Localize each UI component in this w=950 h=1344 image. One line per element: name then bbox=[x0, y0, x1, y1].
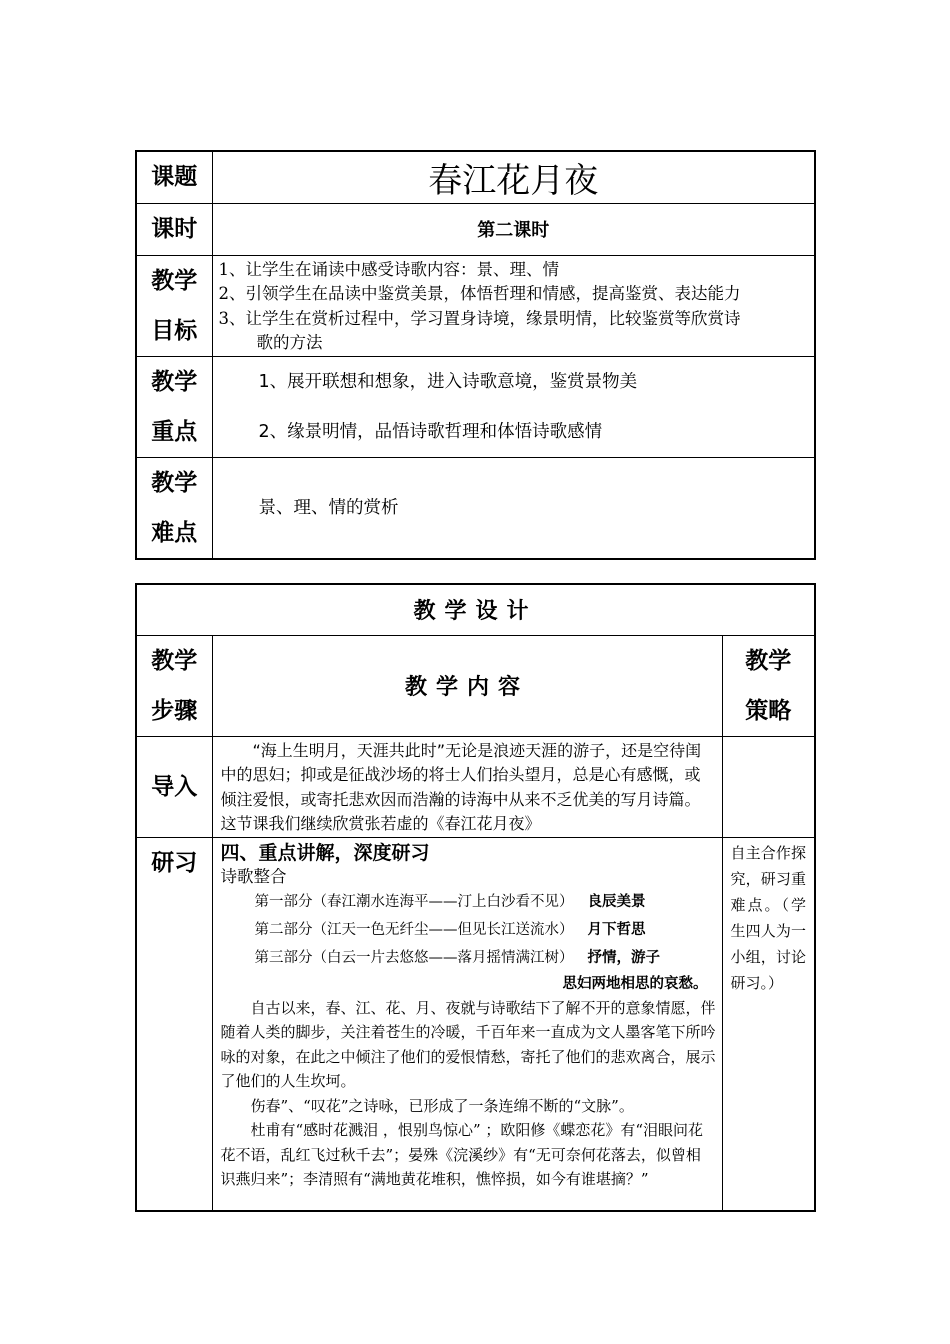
strategy-header-line2: 策略 bbox=[745, 697, 792, 724]
study-heading: 四、重点讲解，深度研习 bbox=[220, 841, 430, 864]
steps-header-line1: 教学 bbox=[151, 647, 198, 674]
steps-header-line2: 步骤 bbox=[151, 697, 198, 724]
goals-text bbox=[212, 255, 815, 356]
lesson-period: 第二课时 bbox=[212, 203, 815, 255]
keypoints-label-line2: 重点 bbox=[151, 418, 198, 445]
poem-part-3 bbox=[221, 944, 716, 972]
intro-step-label: 导入 bbox=[136, 736, 212, 837]
goal-item: 2、引领学生在品读中鉴赏美景，体悟哲理和情感，提高鉴赏、表达能力 bbox=[218, 284, 741, 303]
lesson-info-table bbox=[135, 150, 816, 560]
goal-item: 1、让学生在诵读中感受诗歌内容：景、理、情 bbox=[218, 259, 559, 279]
steps-column-header bbox=[136, 635, 212, 736]
teaching-design-table bbox=[135, 583, 816, 1212]
part-theme: 月下哲思 bbox=[587, 920, 646, 938]
study-paragraph: 伤春”、“叹花”之诗咏，已形成了一条连绵不断的“文脉”。 bbox=[250, 1096, 634, 1115]
part-theme: 良辰美景 bbox=[587, 892, 646, 910]
poem-part-1 bbox=[221, 888, 716, 916]
intro-strategy bbox=[722, 736, 815, 837]
strategy-column-header bbox=[722, 635, 815, 736]
intro-content bbox=[212, 736, 722, 837]
keypoints-label-line1: 教学 bbox=[151, 368, 198, 395]
goal-item: 3、让学生在赏析过程中，学习置身诗境，缘景明情，比较鉴赏等欣赏诗 bbox=[218, 308, 741, 328]
keypoints-label bbox=[136, 356, 212, 457]
part-theme: 抒情，游子 bbox=[587, 948, 660, 966]
part-range: 第一部分（春江潮水连海平——汀上白沙看不见） bbox=[254, 893, 574, 910]
period-label: 课时 bbox=[136, 203, 212, 255]
strategy-header-line1: 教学 bbox=[745, 647, 792, 674]
difficulty-text: 景、理、情的赏析 bbox=[212, 457, 815, 559]
goal-item-continued: 歌的方法 bbox=[256, 333, 323, 352]
difficulty-label-line1: 教学 bbox=[151, 469, 198, 496]
part-range: 第三部分（白云一片去悠悠——落月摇情满江树） bbox=[254, 949, 574, 966]
part-range: 第二部分（江天一色无纤尘——但见长江送流水） bbox=[254, 921, 574, 938]
difficulty-label-line2: 难点 bbox=[151, 519, 198, 546]
study-paragraph: 杜甫有“感时花溅泪 ，恨别鸟惊心” ；欧阳修《蝶恋花》有“泪眼问花花不语，乱红飞过秋千去”；晏殊《浣溪纱》有“无可奈何花落去，似曾相识燕归来”；李清照有“满地黄花堆积，憔悴损，如今有谁堪摘？” bbox=[220, 1121, 704, 1188]
difficulty-label bbox=[136, 457, 212, 559]
study-strategy: 自主合作探究，研习重难点。（学生四人为一小组，讨论研习。） bbox=[722, 837, 815, 1211]
keypoint-item: 1、展开联想和想象，进入诗歌意境，鉴赏景物美 bbox=[258, 371, 638, 392]
goals-label-line2: 目标 bbox=[151, 317, 198, 344]
study-paragraph: 自古以来，春、江、花、月、夜就与诗歌结下了解不开的意象情愿，伴随着人类的脚步，关注着苍生的冷暖，千百年来一直成为文人墨客笔下所吟咏的对象，在此之中倾注了他们的爱恨情愁，寄托了他们的悲欢离合，展示了他们的人生坎坷。 bbox=[220, 998, 716, 1090]
study-step-label: 研习 bbox=[136, 837, 212, 1211]
study-content bbox=[212, 837, 722, 1211]
topic-label: 课题 bbox=[136, 151, 212, 203]
keypoints-text bbox=[212, 356, 815, 457]
goals-label-line1: 教学 bbox=[151, 267, 198, 294]
content-column-header: 教学内容 bbox=[212, 635, 722, 736]
goals-label bbox=[136, 255, 212, 356]
poem-part-2 bbox=[221, 916, 716, 944]
study-subheading: 诗歌整合 bbox=[220, 866, 287, 886]
intro-paragraph: “海上生明月，天涯共此时”无论是浪迹天涯的游子，还是空待闺中的思妇；抑或是征战沙场的将士人们抬头望月，总是心有感慨，或倾注爱恨，或寄托悲欢因而浩瀚的诗海中从来不乏优美的写月诗篇。这节课我们继续欣赏张若虚的《春江花月夜》 bbox=[220, 740, 702, 833]
design-heading: 教学设计 bbox=[136, 584, 815, 635]
lesson-title: 春江花月夜 bbox=[212, 151, 815, 203]
keypoint-item: 2、缘景明情，品悟诗歌哲理和体悟诗歌感情 bbox=[258, 421, 603, 442]
poem-part-3-continued: 思妇两地相思的哀愁。 bbox=[562, 974, 708, 992]
